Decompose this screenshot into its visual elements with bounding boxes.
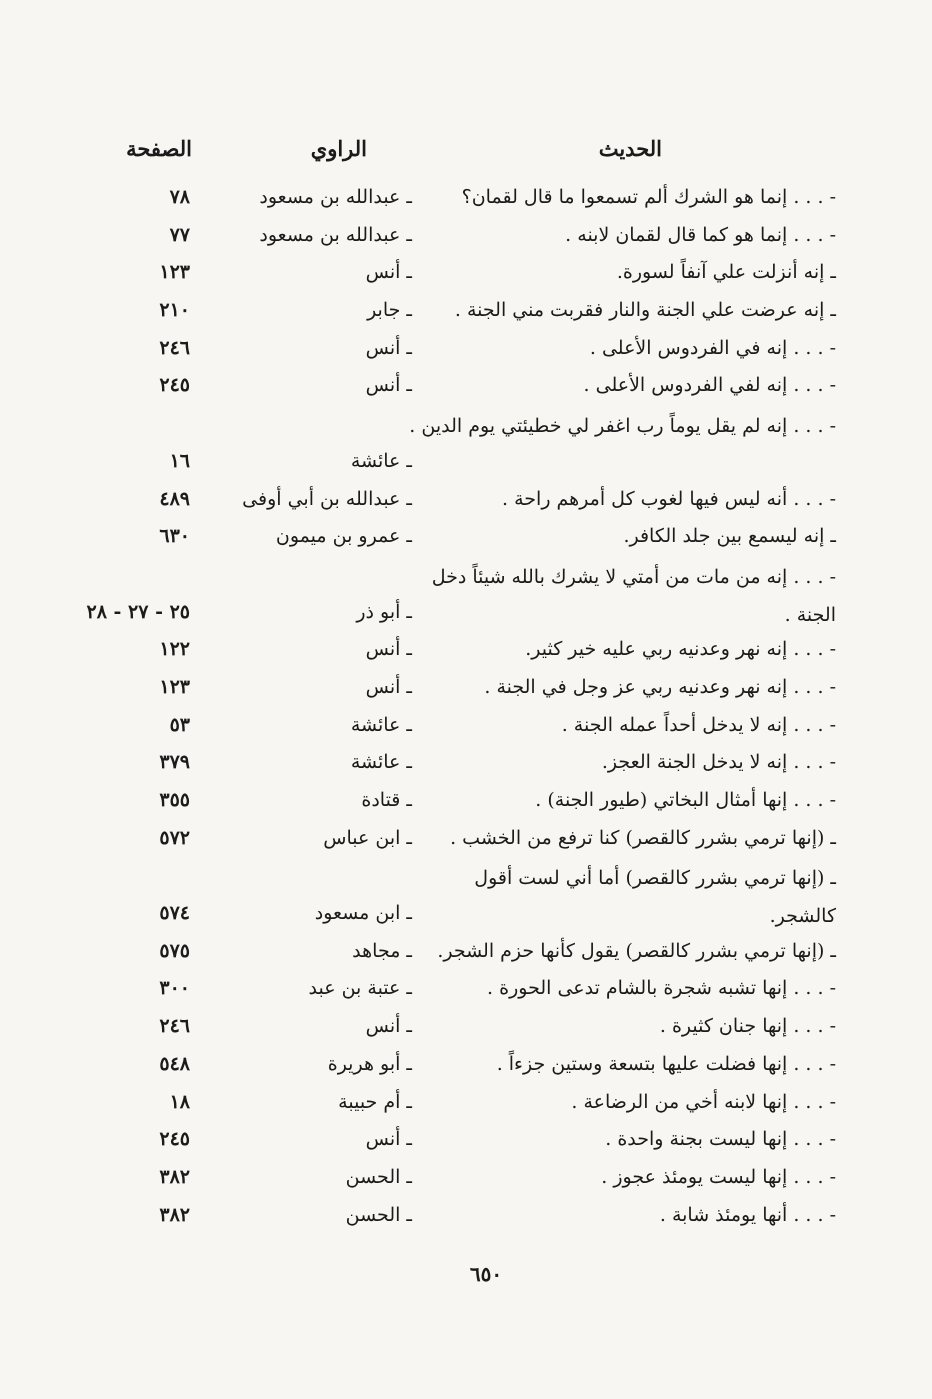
page-reference: ١٢٣	[159, 261, 190, 284]
page-number: ٦٥٠	[469, 1262, 503, 1286]
page-reference: ٢٥ - ٢٧ - ٢٨	[86, 600, 190, 623]
page-reference: ٣٧٩	[159, 751, 190, 774]
hadith-text: - . . . إنه نهر وعدنيه ربي عز وجل في الجنة .	[484, 675, 836, 698]
table-row	[0, 785, 932, 823]
page-reference: ٢٤٦	[159, 336, 190, 359]
narrator-name: ـ الحسن	[345, 1203, 412, 1226]
table-row	[0, 182, 932, 220]
table-row	[0, 333, 932, 371]
table-row	[0, 559, 932, 634]
table-row	[0, 521, 932, 559]
narrator-name: ـ أبو هريرة	[327, 1052, 412, 1075]
table-row	[0, 634, 932, 672]
table-row	[0, 1087, 932, 1125]
table-row	[0, 747, 932, 785]
narrator-name: ـ أنس	[365, 336, 412, 359]
hadith-text: - . . . إنها ليست بجنة واحدة .	[605, 1128, 836, 1151]
hadith-text: ـ إنه أنزلت علي آنفاً لسورة.	[616, 261, 836, 284]
page-reference: ١٢٣	[159, 675, 190, 698]
hadith-text: - . . . إنه في الفردوس الأعلى .	[589, 336, 836, 359]
page-reference: ١٨	[169, 1090, 190, 1113]
hadith-text: - . . . أنها يومئذ شابة .	[659, 1203, 836, 1226]
page-reference: ٢٤٦	[159, 1015, 190, 1038]
page-reference: ٧٧	[169, 223, 190, 246]
hadith-text: ـ (إنها ترمي بشرر كالقصر) أما أني لست أقول كالشجر.	[474, 867, 836, 928]
page-reference: ٣٠٠	[159, 977, 190, 1000]
page-reference: ٥٧٤	[159, 902, 190, 925]
table-row	[0, 370, 932, 408]
table-row	[0, 295, 932, 333]
page-reference: ١٢٢	[159, 638, 190, 661]
page-reference: ٥٣	[169, 713, 190, 736]
narrator-name: ـ عتبة بن عبد	[308, 977, 412, 1000]
table-row	[0, 1011, 932, 1049]
table-row	[0, 823, 932, 861]
narrator-name: ـ عبدالله بن مسعود	[259, 186, 412, 208]
page-reference: ٦٣٠	[159, 525, 190, 548]
table-row	[0, 710, 932, 748]
narrator-name: ـ ابن عباس	[323, 826, 412, 849]
page-reference: ٧٨	[169, 186, 190, 208]
narrator-name: ـ جابر	[367, 299, 412, 322]
hadith-text: - . . . إنه لا يدخل أحداً عمله الجنة .	[561, 713, 836, 736]
header-hadith: الحديث	[598, 136, 662, 161]
header-rawi: الراوي	[310, 136, 367, 161]
narrator-name: ـ عمرو بن ميمون	[275, 525, 412, 548]
hadith-text: - . . . أنه ليس فيها لغوب كل أمرهم راحة .	[502, 487, 836, 510]
hadith-text: - . . . إنما هو الشرك ألم تسمعوا ما قال لقمان؟	[461, 186, 836, 208]
hadith-text: - . . . إنها أمثال البخاتي (طيور الجنة) .	[535, 789, 836, 812]
page-reference: ٢١٠	[159, 299, 190, 322]
page-reference: ٢٤٥	[159, 1128, 190, 1151]
table-row	[0, 1049, 932, 1087]
hadith-text: - . . . إنه من مات من أمتي لا يشرك بالله شيئاً دخل الجنة .	[431, 565, 836, 626]
page-reference: ٥٧٥	[159, 939, 190, 962]
table-row	[0, 484, 932, 522]
narrator-name: ـ أبو ذر	[356, 600, 412, 623]
narrator-name: ـ أم حبيبة	[338, 1090, 412, 1113]
table-row	[0, 1162, 932, 1200]
hadith-text: - . . . إنما هو كما قال لقمان لابنه .	[565, 223, 836, 246]
hadith-text: - . . . إنها فضلت عليها بتسعة وستين جزءاً .	[496, 1052, 836, 1075]
table-row	[0, 257, 932, 295]
hadith-text: - . . . إنها لابنه أخي من الرضاعة .	[571, 1090, 836, 1113]
page-reference: ١٦	[169, 450, 190, 473]
narrator-name: ـ عائشة	[350, 751, 412, 774]
hadith-text: - . . . إنه لا يدخل الجنة العجز.	[601, 751, 836, 774]
table-row	[0, 408, 932, 483]
narrator-name: ـ عبدالله بن أبي أوفى	[242, 487, 412, 510]
hadith-text: ـ إنه ليسمع بين جلد الكافر.	[623, 525, 836, 548]
narrator-name: ـ أنس	[365, 261, 412, 284]
page-reference: ٤٨٩	[159, 487, 190, 510]
page-reference: ٣٥٥	[159, 789, 190, 812]
narrator-name: ـ أنس	[365, 374, 412, 397]
hadith-text: ـ إنه عرضت علي الجنة والنار فقربت مني الجنة .	[454, 299, 836, 322]
table-row	[0, 860, 932, 935]
hadith-text: - . . . إنها جنان كثيرة .	[659, 1015, 836, 1038]
table-row	[0, 1200, 932, 1238]
hadith-text: - . . . إنه لفي الفردوس الأعلى .	[583, 374, 836, 397]
hadith-text: ـ (إنها ترمي بشرر كالقصر) يقول كأنها حزم الشجر.	[437, 939, 836, 962]
narrator-name: ـ عائشة	[350, 450, 412, 473]
narrator-name: ـ عائشة	[350, 713, 412, 736]
hadith-index-list	[0, 182, 932, 1237]
narrator-name: ـ عبدالله بن مسعود	[259, 223, 412, 246]
narrator-name: ـ أنس	[365, 638, 412, 661]
table-row	[0, 220, 932, 258]
hadith-text: - . . . إنها ليست يومئذ عجوز .	[601, 1165, 836, 1188]
page-reference: ٢٤٥	[159, 374, 190, 397]
table-header	[0, 136, 932, 168]
narrator-name: ـ أنس	[365, 1015, 412, 1038]
table-row	[0, 672, 932, 710]
narrator-name: ـ قتادة	[361, 789, 412, 812]
narrator-name: ـ مجاهد	[352, 939, 412, 962]
table-row	[0, 973, 932, 1011]
narrator-name: ـ أنس	[365, 675, 412, 698]
hadith-text: - . . . إنه لم يقل يوماً رب اغفر لي خطيئتي يوم الدين .	[409, 415, 836, 438]
hadith-text: - . . . إنه نهر وعدنيه ربي عليه خير كثير.	[525, 638, 836, 661]
page-reference: ٥٧٢	[159, 826, 190, 849]
narrator-name: ـ أنس	[365, 1128, 412, 1151]
page-reference: ٣٨٢	[159, 1203, 190, 1226]
header-page: الصفحة	[126, 136, 192, 161]
narrator-name: ـ ابن مسعود	[314, 902, 412, 925]
narrator-name: ـ الحسن	[345, 1165, 412, 1188]
table-row	[0, 1124, 932, 1162]
page-reference: ٥٤٨	[159, 1052, 190, 1075]
table-row	[0, 936, 932, 974]
hadith-text: - . . . إنها تشبه شجرة بالشام تدعى الحورة .	[487, 977, 836, 1000]
hadith-text: ـ (إنها ترمي بشرر كالقصر) كنا ترفع من الخشب .	[450, 826, 836, 849]
page-reference: ٣٨٢	[159, 1165, 190, 1188]
